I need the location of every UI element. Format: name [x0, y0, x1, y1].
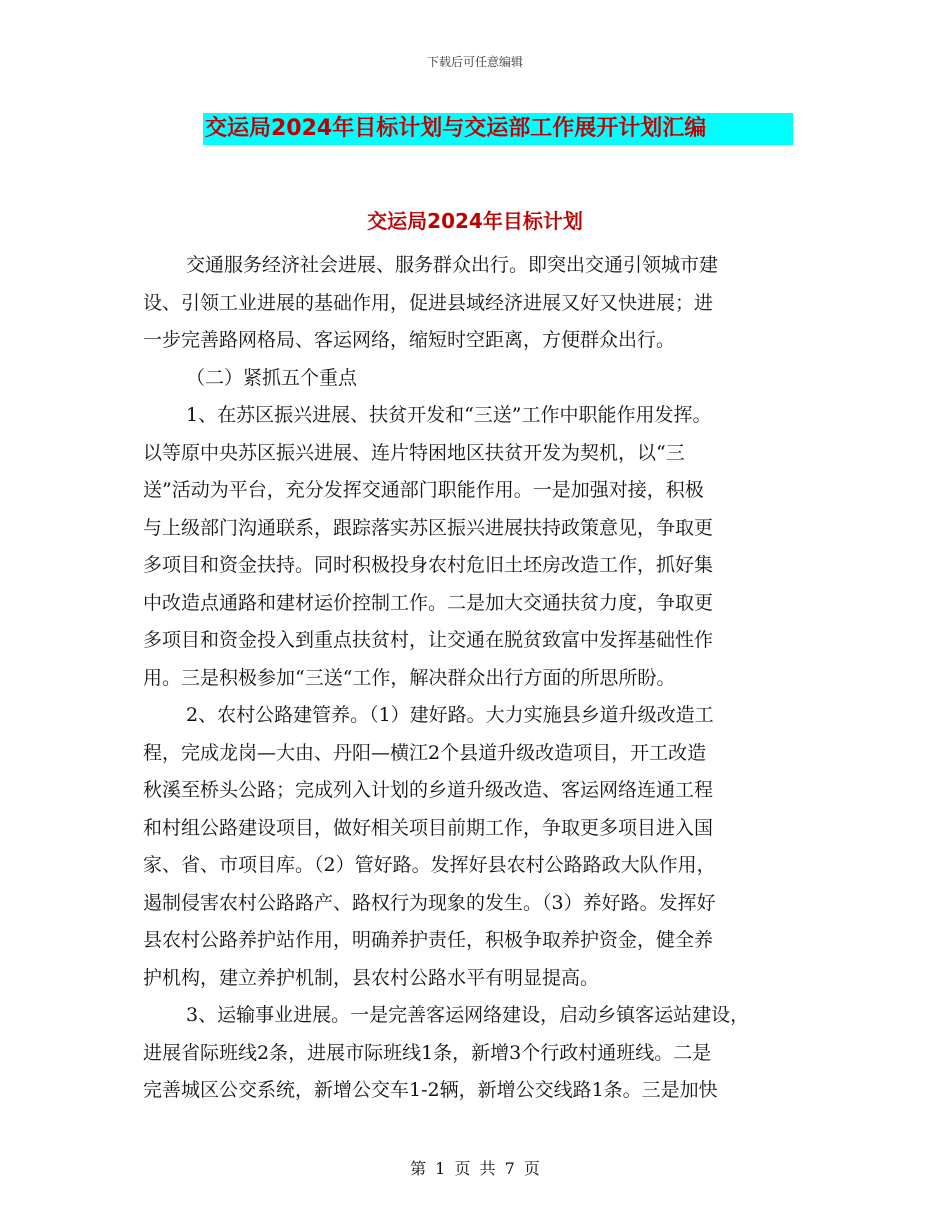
paragraph-line: 送”活动为平台，充分发挥交通部门职能作用。一是加强对接，积极 [143, 479, 704, 501]
paragraph-line: 完善城区公交系统，新增公交车1-2辆，新增公交线路1条。三是加快 [143, 1079, 718, 1101]
paragraph-line: 设、引领工业进展的基础作用，促进县域经济进展又好又快进展；进 [143, 291, 714, 314]
paragraph-line: 多项目和资金扶持。同时积极投身农村危旧土坯房改造工作，抓好集 [143, 554, 714, 576]
paragraph-line: 县农村公路养护站作用，明确养护责任，积极争取养护资金，健全养 [143, 929, 714, 951]
paragraph-line: 秋溪至桥头公路；完成列入计划的乡道升级改造、客运网络连通工程 [143, 779, 714, 801]
paragraph-line: 遏制侵害农村公路路产、路权行为现象的发生。（3）养好路。发挥好 [143, 891, 716, 914]
paragraph-line: 3、运输事业进展。一是完善客运网络建设，启动乡镇客运站建设， [186, 1004, 750, 1026]
paragraph-line: 交通服务经济社会进展、服务群众出行。即突出交通引领城市建 [186, 254, 719, 276]
paragraph-line: 一步完善路网格局、客运网络，缩短时空距离，方便群众出行。 [143, 329, 676, 351]
paragraph-line: 2、农村公路建管养。（1）建好路。大力实施县乡道升级改造工 [186, 704, 714, 726]
paragraph-line: （二）紧抓五个重点 [186, 366, 358, 389]
paragraph-line: 进展省际班线2条，进展市际班线1条，新增3个行政村通班线。二是 [143, 1041, 712, 1064]
document-main-title: 交运局2024年目标计划与交运部工作展开计划汇编 [203, 113, 793, 145]
paragraph-line: 以等原中央苏区振兴进展、连片特困地区扶贫开发为契机，以“三 [143, 441, 685, 464]
document-body [143, 247, 813, 1110]
header-note: 下载后可任意编辑 [426, 55, 523, 69]
paragraph-line: 家、省、市项目库。（2）管好路。发挥好县农村公路路政大队作用， [143, 854, 716, 876]
paragraph-line: 程，完成龙岗—大由、丹阳—横江2个县道升级改造项目，开工改造 [143, 741, 707, 764]
paragraph-line: 多项目和资金投入到重点扶贫村，让交通在脱贫致富中发挥基础性作 [143, 629, 714, 651]
paragraph-line: 用。三是积极参加“三送“工作，解决群众出行方面的所思所盼。 [143, 666, 676, 689]
paragraph-line: 1、在苏区振兴进展、扶贫开发和“三送”工作中职能作用发挥。 [186, 404, 712, 426]
paragraph-line: 和村组公路建设项目，做好相关项目前期工作，争取更多项目进入国 [143, 816, 714, 839]
paragraph-line: 护机构，建立养护机制，县农村公路水平有明显提高。 [143, 966, 600, 989]
paragraph-line: 与上级部门沟通联系，跟踪落实苏区振兴进展扶持政策意见，争取更 [143, 516, 714, 539]
paragraph-line: 中改造点通路和建材运价控制工作。二是加大交通扶贫力度，争取更 [143, 591, 714, 614]
section-title: 交运局2024年目标计划 [367, 209, 583, 233]
page-footer: 第 1 页 共 7 页 [410, 1159, 540, 1178]
